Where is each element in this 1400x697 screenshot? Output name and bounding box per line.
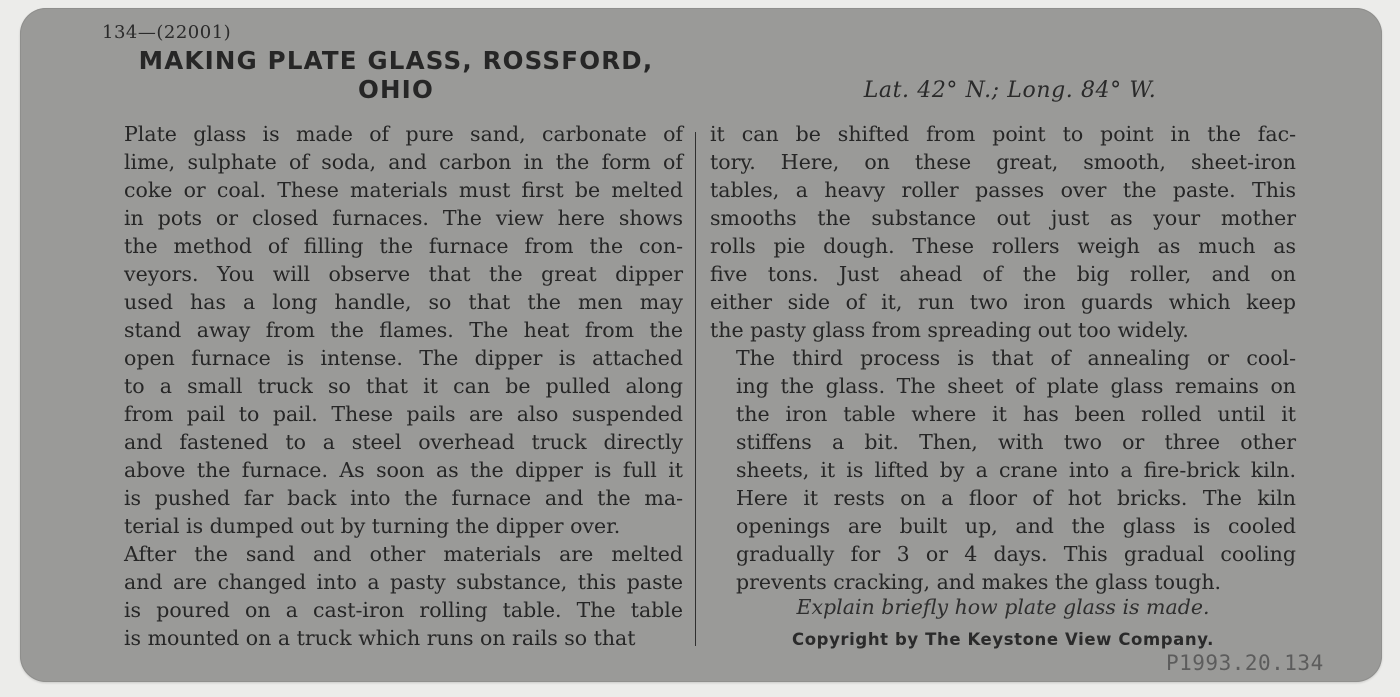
text-line: five tons. Just ahead of the big roller, and on <box>710 262 1296 286</box>
text-line: is mounted on a truck which runs on rails so that <box>124 626 636 650</box>
catalog-number: 134—(22001) <box>102 22 232 43</box>
text-line: tables, a heavy roller passes over the paste. This <box>710 178 1296 202</box>
text-line: from pail to pail. These pails are also suspended <box>124 402 683 426</box>
text-line: prevents cracking, and makes the glass tough. <box>736 570 1222 594</box>
study-question: Explain briefly how plate glass is made. <box>796 595 1210 619</box>
paragraph <box>98 120 683 540</box>
latitude-longitude: Lat. 42° N.; Long. 84° W. <box>863 78 1157 103</box>
text-line: gradually for 3 or 4 days. This gradual cooling <box>736 542 1296 566</box>
text-line: used has a long handle, so that the men may <box>124 290 683 314</box>
text-line: ing the glass. The sheet of plate glass remains on <box>736 374 1296 398</box>
text-line: and are changed into a pasty substance, this paste <box>124 570 683 594</box>
text-line: the method of filling the furnace from the con- <box>124 234 683 258</box>
text-line: stand away from the flames. The heat from the <box>124 318 683 342</box>
paragraph <box>710 120 1296 344</box>
text-line: the iron table where it has been rolled until it <box>736 402 1296 426</box>
text-line: above the furnace. As soon as the dipper is full it <box>124 458 683 482</box>
text-line: lime, sulphate of soda, and carbon in the form of <box>124 150 683 174</box>
copyright-notice: Copyright by The Keystone View Company. <box>792 630 1214 649</box>
text-line: smooths the substance out just as your mother <box>710 206 1296 230</box>
paragraph <box>710 344 1296 596</box>
text-line: stiffens a bit. Then, with two or three other <box>736 430 1296 454</box>
text-line: rolls pie dough. These rollers weigh as much as <box>710 234 1296 258</box>
text-line: terial is dumped out by turning the dipper over. <box>124 514 621 538</box>
paragraph <box>98 540 683 652</box>
text-column-left <box>98 120 683 652</box>
text-line: coke or coal. These materials must first be melted <box>124 178 683 202</box>
stereograph-card-back <box>20 8 1382 682</box>
text-line: sheets, it is lifted by a crane into a fire-brick kiln. <box>736 458 1296 482</box>
text-line: veyors. You will observe that the great dipper <box>124 262 683 286</box>
text-line: is poured on a cast-iron rolling table. The table <box>124 598 683 622</box>
text-line: Here it rests on a floor of hot bricks. The kiln <box>736 486 1296 510</box>
text-line: Plate glass is made of pure sand, carbonate of <box>124 122 683 146</box>
card-title-line-1: MAKING PLATE GLASS, ROSSFORD, <box>138 46 654 75</box>
card-title-line-2: OHIO <box>357 75 435 104</box>
text-line: either side of it, run two iron guards which keep <box>710 290 1296 314</box>
text-line: the pasty glass from spreading out too widely. <box>710 318 1189 342</box>
accession-number: P1993.20.134 <box>1166 651 1324 675</box>
text-line: tory. Here, on these great, smooth, sheet-iron <box>710 150 1296 174</box>
text-line: is pushed far back into the furnace and the ma- <box>124 486 683 510</box>
column-divider <box>695 132 696 646</box>
card-title <box>100 46 692 104</box>
text-column-right <box>710 120 1296 596</box>
text-line: and fastened to a steel overhead truck directly <box>124 430 683 454</box>
text-line: After the sand and other materials are melted <box>124 542 683 566</box>
text-line: The third process is that of annealing or cool- <box>736 346 1296 370</box>
text-line: open furnace is intense. The dipper is attached <box>124 346 683 370</box>
text-line: in pots or closed furnaces. The view here shows <box>124 206 683 230</box>
text-line: openings are built up, and the glass is cooled <box>736 514 1296 538</box>
text-line: it can be shifted from point to point in the fac- <box>710 122 1296 146</box>
text-line: to a small truck so that it can be pulled along <box>124 374 683 398</box>
